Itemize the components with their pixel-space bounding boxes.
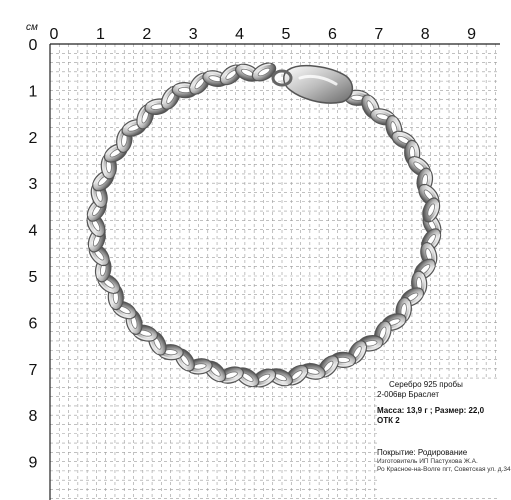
product-article: 2-006вр Браслет: [377, 390, 440, 399]
y-tick-label: 3: [28, 176, 38, 194]
unit-label: см: [26, 22, 38, 33]
x-tick-label: 8: [420, 26, 430, 43]
product-maker-line1: Изготовитель ИП Пастухова Ж.А.: [377, 458, 478, 465]
x-tick-label: 6: [327, 26, 337, 43]
product-maker-line2: Ро Красное-на-Волге пгт, Советская ул. д.34: [377, 466, 511, 473]
x-tick-label: 2: [142, 26, 152, 43]
x-tick-label: 3: [188, 26, 198, 43]
x-tick-label: 7: [374, 26, 384, 43]
product-otk: ОТК 2: [377, 416, 400, 425]
lobster-clasp: [273, 66, 352, 103]
x-tick-label: 4: [235, 26, 245, 43]
x-tick-label: 9: [467, 26, 477, 43]
x-tick-label: 1: [95, 26, 105, 43]
y-tick-label: 1: [28, 83, 38, 101]
y-tick-label: 2: [28, 129, 38, 147]
y-tick-label: 9: [28, 454, 38, 472]
product-info-panel: [377, 380, 511, 498]
y-tick-label: 7: [28, 361, 38, 379]
y-tick-label: 6: [28, 315, 38, 333]
x-tick-label: 0: [49, 26, 59, 43]
y-tick-label: 4: [28, 222, 38, 240]
product-material: Серебро 925 пробы: [389, 380, 463, 389]
x-tick-label: 5: [281, 26, 291, 43]
y-tick-label: 8: [28, 408, 38, 426]
product-coating: Покрытие: Родирование: [377, 448, 468, 457]
y-tick-label: 0: [28, 37, 38, 54]
bracelet: [84, 60, 445, 391]
product-weight-size: Масса: 13,9 г ; Размер: 22,0: [377, 406, 485, 415]
y-tick-label: 5: [28, 269, 38, 286]
